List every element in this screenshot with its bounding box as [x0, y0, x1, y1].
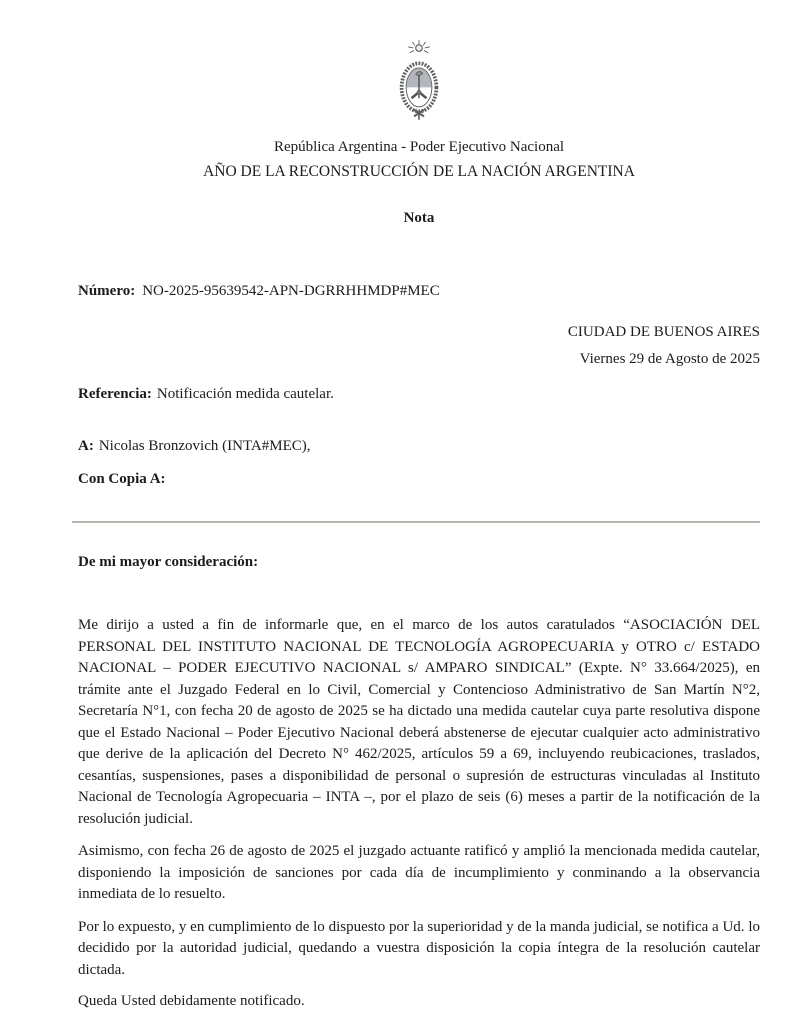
closing-line: Queda Usted debidamente notificado. [78, 993, 305, 1009]
cc-label: Con Copia A: [78, 471, 166, 487]
number-label: Número: [78, 283, 136, 299]
document-type-title: Nota [403, 210, 435, 226]
header-year-line: AÑO DE LA RECONSTRUCCIÓN DE LA NACIÓN ARGENTINA [203, 163, 635, 180]
body-paragraph: Me dirijo a usted a fin de informarle que, en el marco de los autos caratulados “ASOCIACIÓN DEL PERSONAL DEL INSTITUTO NACIONAL DE TECNOLOGÍA AGROPECUARIA y OTRO c/ ESTADO NACIONAL – PODER EJECUTIVO NACIONAL s/ AMPARO SINDICAL” (Expte. N° 33.664/2025), en trámite ante el Juzgado Federal en lo Civil, Comercial y Contencioso Administrativo de San Martín N°2, Secretaría N°1, con fecha 20 de agosto de 2025 se ha dictado una medida cautelar cuya parte resolutiva dispone que el Estado Nacional – Poder Ejecutivo Nacional deberá abstenerse de ejecutar cualquier acto administrativo que derive de la aplicación del Decreto N° 462/2025, artículos 59 a 69, incluyendo reubicaciones, traslados, cesantías, suspensiones, pases a disponibilidad de personal o supresión de estructuras vinculadas al Instituto Nacional de Tecnología Agropecuaria – INTA –, por el plazo de seis (6) meses a partir de la notificación de la resolución judicial. [78, 617, 760, 827]
crest-container [78, 40, 760, 129]
number-value: NO-2025-95639542-APN-DGRRHHMDP#MEC [142, 283, 440, 299]
number-line [78, 283, 760, 300]
body-paragraph: Por lo expuesto, y en cumplimiento de lo dispuesto por la superioridad y de la manda judicial, se notifica a Ud. lo decidido por la autoridad judicial, quedando a vuestra disposición la copia íntegra de la resolución cautelar dictada. [78, 918, 760, 978]
place-date-block [78, 319, 760, 373]
argentina-coat-of-arms-icon [390, 40, 448, 124]
date-line: Viernes 29 de Agosto de 2025 [579, 351, 760, 367]
recipient-label: A: [78, 438, 94, 454]
recipient-line [78, 438, 760, 455]
body-paragraph: Asimismo, con fecha 26 de agosto de 2025 el juzgado actuante ratificó y amplió la mencionada medida cautelar, disponiendo la imposición de sanciones por cada día de incumplimiento y conminando a la observancia inmediata de lo resuelto. [78, 843, 760, 902]
city-line: CIUDAD DE BUENOS AIRES [567, 324, 760, 340]
salutation: De mi mayor consideración: [78, 554, 259, 570]
letter-body [78, 615, 760, 1013]
header-republic-line: República Argentina - Poder Ejecutivo Nacional [273, 139, 565, 155]
reference-label: Referencia: [78, 386, 152, 402]
recipient-value: Nicolas Bronzovich (INTA#MEC), [98, 438, 311, 454]
reference-line [78, 386, 760, 403]
section-divider [72, 521, 760, 523]
reference-value: Notificación medida cautelar. [156, 386, 334, 402]
